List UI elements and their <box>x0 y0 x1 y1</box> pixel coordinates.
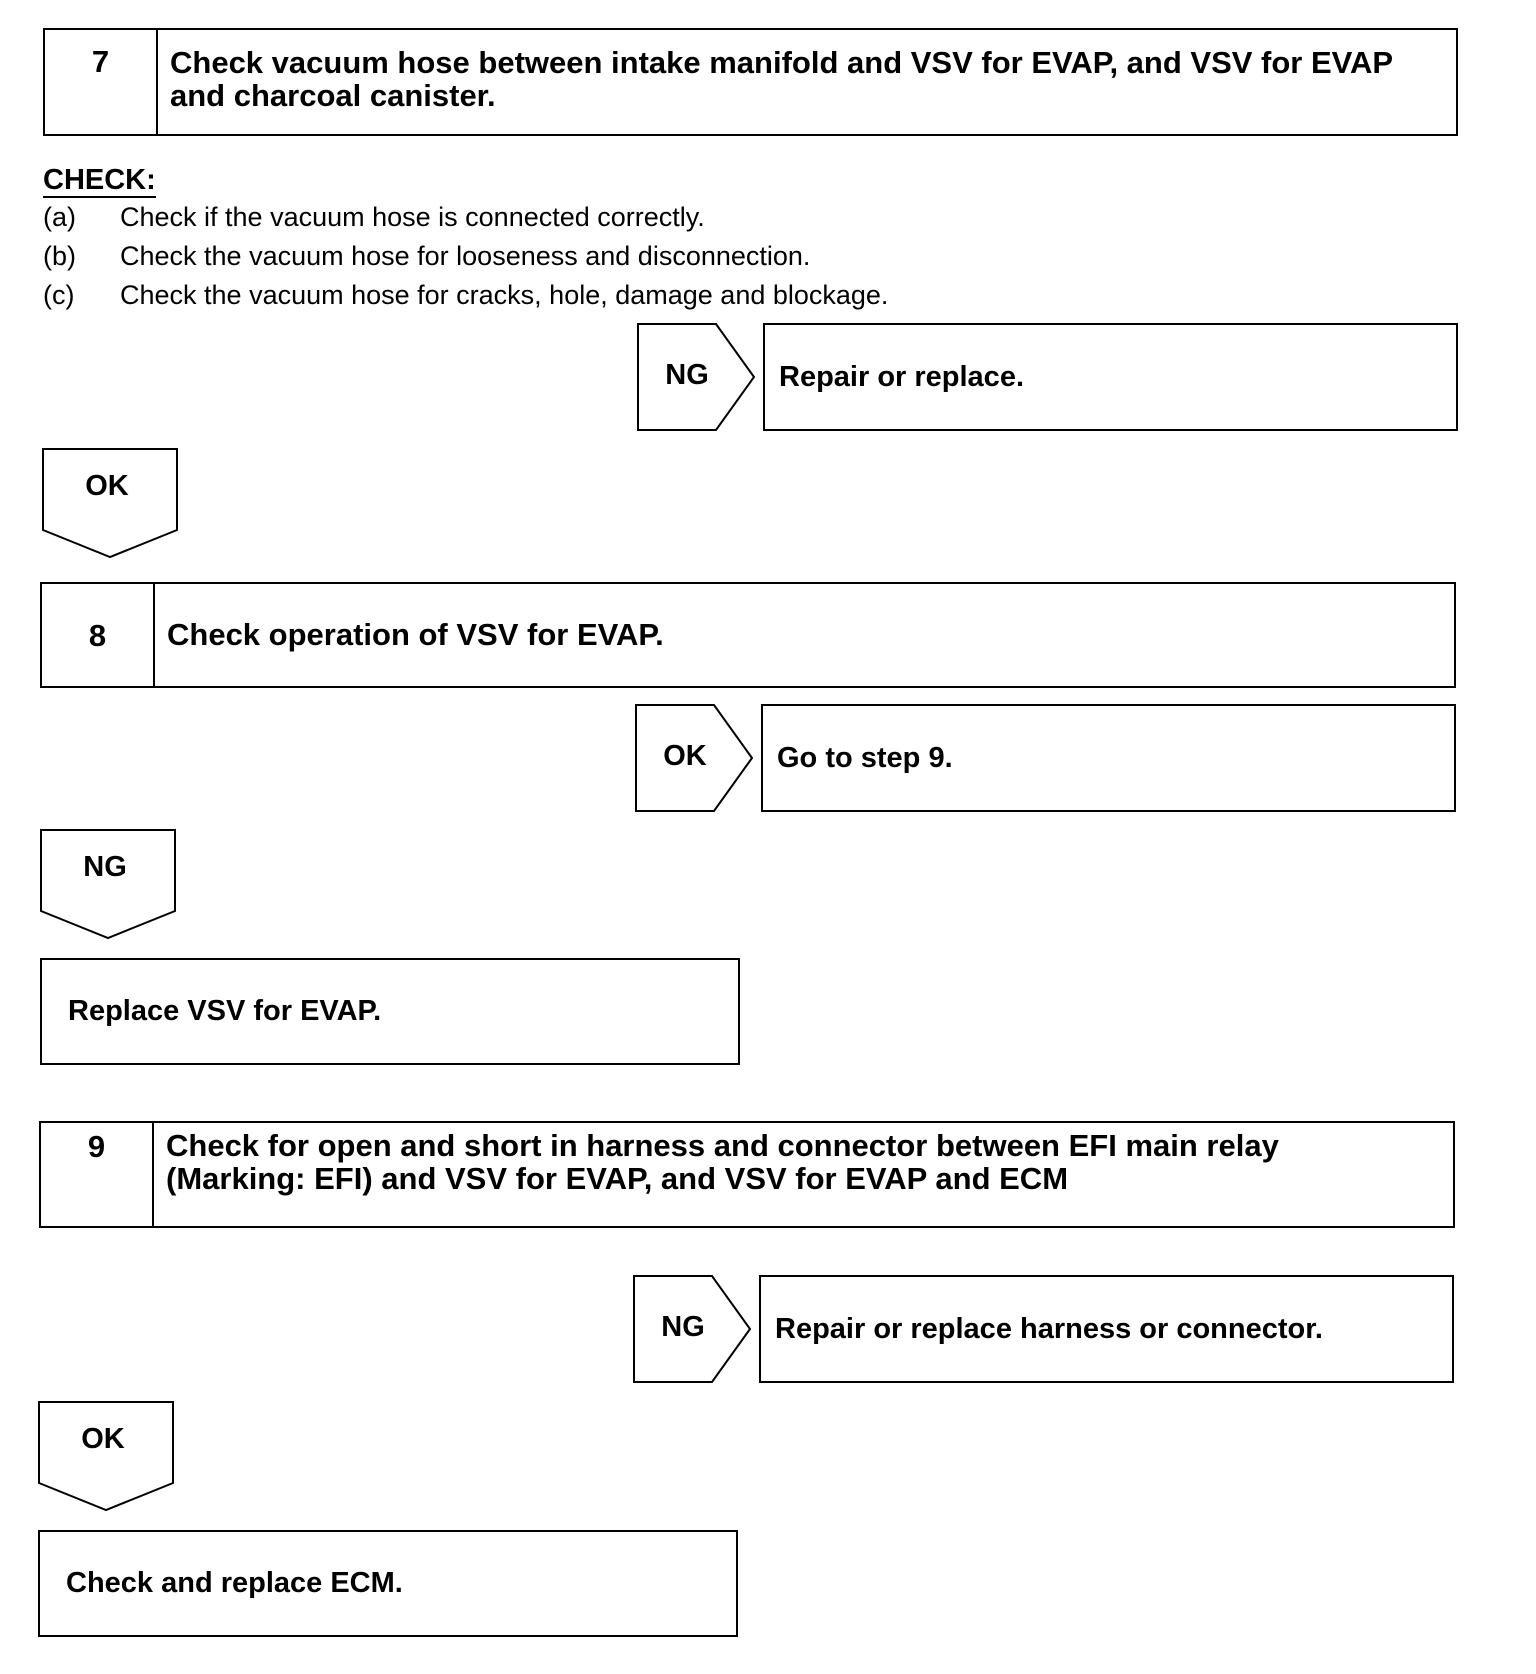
branch-result-text: Repair or replace harness or connector. <box>775 1312 1323 1345</box>
branch-tag-ok <box>635 704 753 812</box>
check-item-label: (c) <box>43 280 75 310</box>
down-arrow-tag-shape <box>42 448 178 558</box>
branch-result-box <box>761 704 1456 812</box>
branch-tag-label: OK <box>663 740 707 772</box>
step-title: Check for open and short in harness and connector between EFI main relay (Marking: EFI) and VSV for EVAP, and VSV for EVAP and ECM <box>166 1128 1279 1196</box>
step-number: 8 <box>42 584 155 686</box>
check-heading: CHECK: <box>43 164 156 196</box>
action-box <box>40 958 740 1065</box>
step-8-header <box>40 582 1456 688</box>
branch-tag-label: NG <box>661 1311 705 1343</box>
check-item-text: Check the vacuum hose for cracks, hole, damage and blockage. <box>120 280 889 310</box>
action-text: Replace VSV for EVAP. <box>68 995 382 1027</box>
step-number: 9 <box>41 1123 154 1226</box>
step-9-header <box>39 1121 1455 1228</box>
check-item-text: Check the vacuum hose for looseness and disconnection. <box>120 241 811 271</box>
branch-result-text: Repair or replace. <box>779 360 1024 393</box>
action-text: Check and replace ECM. <box>66 1567 403 1599</box>
check-section <box>43 164 1143 310</box>
continue-tag-ok <box>42 448 178 558</box>
down-arrow-tag-shape <box>38 1401 174 1511</box>
continue-tag-ng <box>40 829 176 939</box>
branch-result-text: Go to step 9. <box>777 741 953 774</box>
branch-result-box <box>759 1275 1454 1383</box>
step-title: Check vacuum hose between intake manifold and VSV for EVAP, and VSV for EVAP and charcoal canister. <box>170 45 1393 113</box>
step-7-header <box>43 28 1458 136</box>
action-box <box>38 1530 738 1637</box>
check-item-label: (b) <box>43 241 76 271</box>
branch-result-box <box>763 323 1458 431</box>
branch-tag-label: NG <box>665 359 709 391</box>
check-item <box>43 241 1143 271</box>
check-item <box>43 202 1143 232</box>
check-item <box>43 280 1143 310</box>
branch-tag-ng <box>633 1275 751 1383</box>
branch-tag-ng <box>637 323 755 431</box>
continue-tag-label: NG <box>83 851 127 883</box>
step-number: 7 <box>45 30 158 134</box>
continue-tag-label: OK <box>85 470 129 502</box>
check-item-text: Check if the vacuum hose is connected correctly. <box>120 202 705 232</box>
down-arrow-tag-shape <box>40 829 176 939</box>
continue-tag-label: OK <box>81 1423 125 1455</box>
check-item-label: (a) <box>43 202 76 232</box>
continue-tag-ok <box>38 1401 174 1511</box>
step-title: Check operation of VSV for EVAP. <box>167 617 664 652</box>
